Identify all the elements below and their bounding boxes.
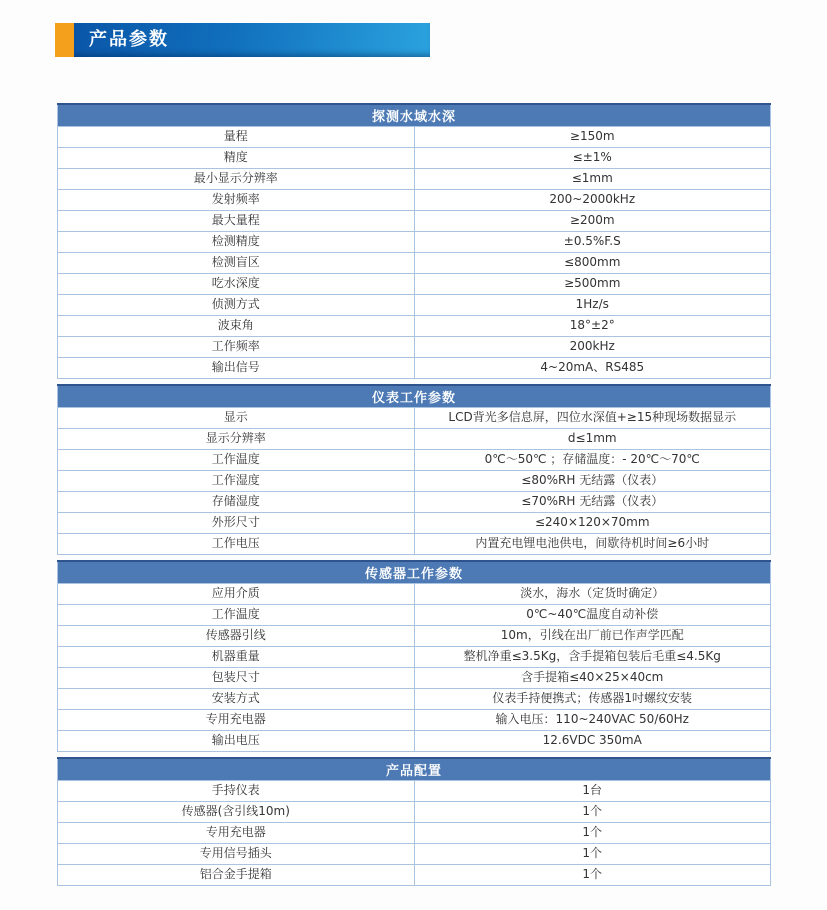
spec-value-cell: ≤70%RH 无结露（仪表） <box>414 492 771 513</box>
spec-value-cell: d≤1mm <box>414 429 771 450</box>
spec-label-cell: 最大量程 <box>58 211 415 232</box>
spec-label-cell: 侦测方式 <box>58 295 415 316</box>
spec-label-cell: 安装方式 <box>58 689 415 710</box>
spec-label-cell: 工作温度 <box>58 605 415 626</box>
spec-label-cell: 手持仪表 <box>58 781 415 802</box>
spec-table-2 <box>57 384 771 555</box>
spec-value-cell: ≤240×120×70mm <box>414 513 771 534</box>
spec-value-cell: 0℃~40℃温度自动补偿 <box>414 605 771 626</box>
table-header-row <box>58 385 771 408</box>
table-row <box>58 710 771 731</box>
spec-label-cell: 专用充电器 <box>58 710 415 731</box>
spec-value-cell: 12.6VDC 350mA <box>414 731 771 752</box>
table-row <box>58 492 771 513</box>
table-row <box>58 605 771 626</box>
table-title: 仪表工作参数 <box>58 385 771 408</box>
spec-value-cell: 1个 <box>414 865 771 886</box>
spec-table-3 <box>57 560 771 752</box>
page-header <box>55 23 430 57</box>
spec-value-cell: ≥150m <box>414 127 771 148</box>
table-row <box>58 534 771 555</box>
spec-value-cell: 1Hz/s <box>414 295 771 316</box>
table-row <box>58 781 771 802</box>
spec-label-cell: 包装尺寸 <box>58 668 415 689</box>
spec-label-cell: 工作温度 <box>58 450 415 471</box>
spec-value-cell: 含手提箱≤40×25×40cm <box>414 668 771 689</box>
spec-value-cell: 18°±2° <box>414 316 771 337</box>
spec-value-cell: ±0.5%F.S <box>414 232 771 253</box>
spec-label-cell: 专用充电器 <box>58 823 415 844</box>
spec-value-cell: ≤80%RH 无结露（仪表） <box>414 471 771 492</box>
table-row <box>58 232 771 253</box>
spec-value-cell: 1个 <box>414 844 771 865</box>
table-row <box>58 169 771 190</box>
spec-label-cell: 存储湿度 <box>58 492 415 513</box>
spec-label-cell: 输出信号 <box>58 358 415 379</box>
table-row <box>58 844 771 865</box>
spec-label-cell: 机器重量 <box>58 647 415 668</box>
table-row <box>58 316 771 337</box>
table-header-row <box>58 561 771 584</box>
spec-value-cell: ≤800mm <box>414 253 771 274</box>
spec-value-cell: 200~2000kHz <box>414 190 771 211</box>
spec-value-cell: 整机净重≤3.5Kg，含手提箱包装后毛重≤4.5Kg <box>414 647 771 668</box>
spec-value-cell: 10m，引线在出厂前已作声学匹配 <box>414 626 771 647</box>
spec-value-cell: 淡水，海水（定货时确定） <box>414 584 771 605</box>
spec-label-cell: 输出电压 <box>58 731 415 752</box>
page-title: 产品参数 <box>74 23 430 57</box>
spec-label-cell: 波束角 <box>58 316 415 337</box>
table-row <box>58 513 771 534</box>
spec-label-cell: 精度 <box>58 148 415 169</box>
spec-value-cell: ≤±1% <box>414 148 771 169</box>
spec-table-4 <box>57 757 771 886</box>
spec-label-cell: 工作湿度 <box>58 471 415 492</box>
spec-label-cell: 检测精度 <box>58 232 415 253</box>
spec-label-cell: 传感器引线 <box>58 626 415 647</box>
spec-label-cell: 显示 <box>58 408 415 429</box>
spec-table-1 <box>57 103 771 379</box>
table-row <box>58 337 771 358</box>
spec-label-cell: 检测盲区 <box>58 253 415 274</box>
table-row <box>58 190 771 211</box>
spec-value-cell: 1台 <box>414 781 771 802</box>
spec-label-cell: 工作频率 <box>58 337 415 358</box>
table-row <box>58 408 771 429</box>
table-row <box>58 450 771 471</box>
spec-label-cell: 工作电压 <box>58 534 415 555</box>
spec-label-cell: 外形尺寸 <box>58 513 415 534</box>
spec-label-cell: 专用信号插头 <box>58 844 415 865</box>
table-row <box>58 471 771 492</box>
spec-label-cell: 吃水深度 <box>58 274 415 295</box>
spec-label-cell: 发射频率 <box>58 190 415 211</box>
table-row <box>58 211 771 232</box>
table-title: 产品配置 <box>58 758 771 781</box>
table-row <box>58 274 771 295</box>
table-header-row <box>58 104 771 127</box>
table-row <box>58 358 771 379</box>
spec-label-cell: 应用介质 <box>58 584 415 605</box>
table-row <box>58 429 771 450</box>
spec-value-cell: 1个 <box>414 823 771 844</box>
spec-value-cell: ≥200m <box>414 211 771 232</box>
spec-value-cell: ≤1mm <box>414 169 771 190</box>
spec-value-cell: 4~20mA、RS485 <box>414 358 771 379</box>
spec-label-cell: 量程 <box>58 127 415 148</box>
table-row <box>58 626 771 647</box>
table-row <box>58 802 771 823</box>
spec-value-cell: 200kHz <box>414 337 771 358</box>
spec-value-cell: LCD背光多信息屏，四位水深值+≥15种现场数据显示 <box>414 408 771 429</box>
spec-value-cell: 仪表手持便携式；传感器1吋螺纹安装 <box>414 689 771 710</box>
spec-label-cell: 最小显示分辨率 <box>58 169 415 190</box>
table-row <box>58 295 771 316</box>
accent-block <box>55 23 74 57</box>
spec-value-cell: 1个 <box>414 802 771 823</box>
table-header-row <box>58 758 771 781</box>
table-row <box>58 127 771 148</box>
table-row <box>58 865 771 886</box>
spec-tables <box>57 103 771 891</box>
spec-value-cell: 内置充电锂电池供电，间歇待机时间≥6小时 <box>414 534 771 555</box>
table-row <box>58 148 771 169</box>
spec-value-cell: 输入电压：110~240VAC 50/60Hz <box>414 710 771 731</box>
table-row <box>58 668 771 689</box>
table-title: 探测水域水深 <box>58 104 771 127</box>
table-title: 传感器工作参数 <box>58 561 771 584</box>
table-row <box>58 647 771 668</box>
table-row <box>58 584 771 605</box>
spec-label-cell: 显示分辨率 <box>58 429 415 450</box>
spec-label-cell: 传感器(含引线10m) <box>58 802 415 823</box>
spec-label-cell: 铝合金手提箱 <box>58 865 415 886</box>
spec-value-cell: 0℃～50℃ ；存储温度：- 20℃～70℃ <box>414 450 771 471</box>
table-row <box>58 731 771 752</box>
table-row <box>58 253 771 274</box>
spec-value-cell: ≥500mm <box>414 274 771 295</box>
table-row <box>58 689 771 710</box>
table-row <box>58 823 771 844</box>
